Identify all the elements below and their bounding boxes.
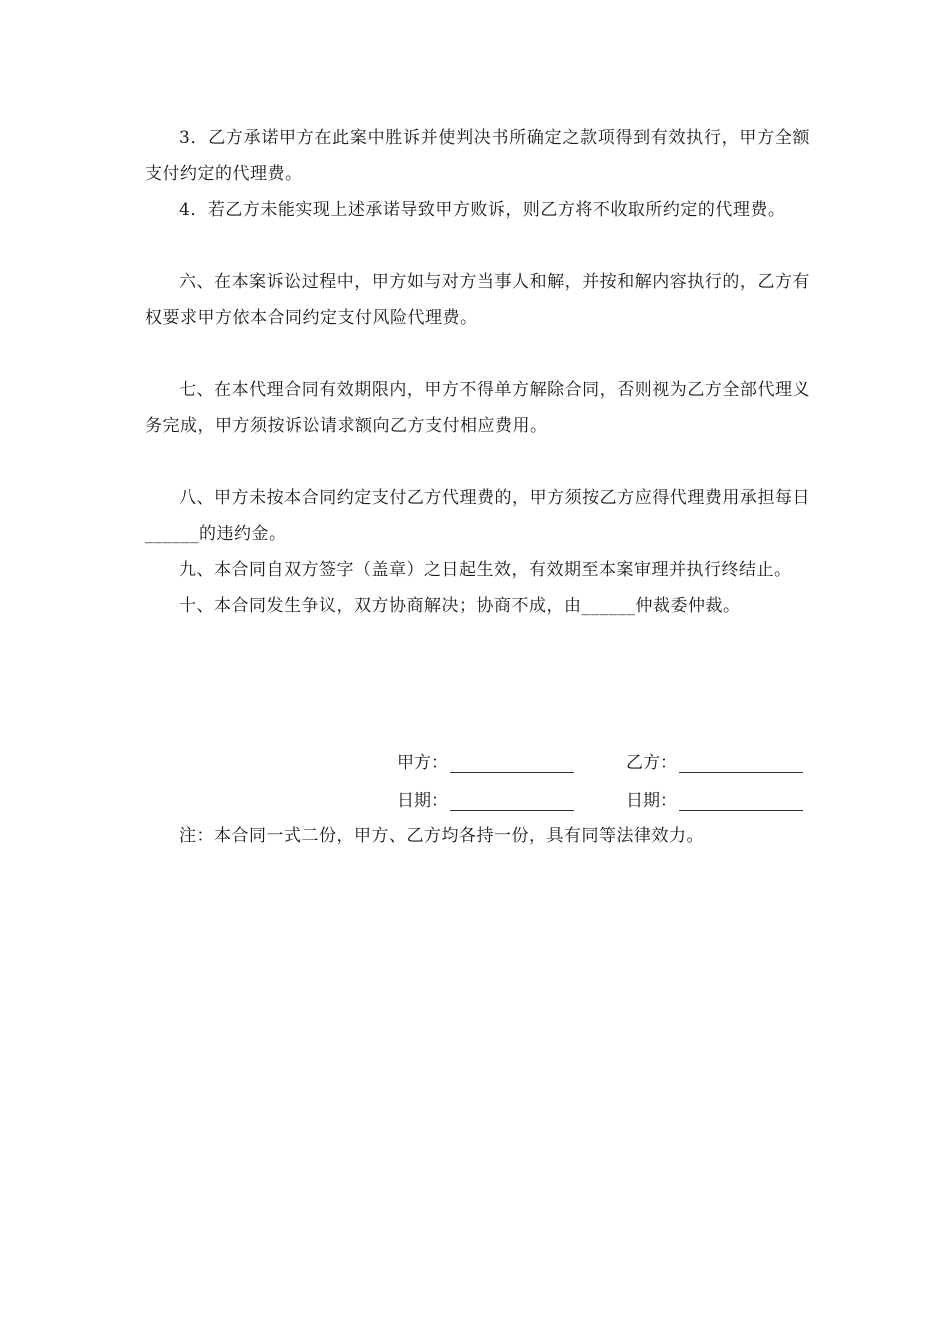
party-b-date-line[interactable] [679, 792, 803, 811]
party-a-signature-line[interactable] [450, 754, 574, 773]
party-a-date [397, 786, 574, 816]
clause-3: 3．乙方承诺甲方在此案中胜诉并使判决书所确定之款项得到有效执行，甲方全额支付约定的代理费。 [145, 128, 810, 184]
party-a-date-line[interactable] [450, 792, 574, 811]
spacer [145, 228, 810, 264]
date-a-label: 日期： [397, 791, 448, 811]
date-row [397, 786, 817, 816]
party-a-signature [397, 748, 574, 778]
party-b-signature [626, 748, 803, 778]
clause-six: 六、在本案诉讼过程中，甲方如与对方当事人和解，并按和解内容执行的，乙方有权要求甲方依本合同约定支付风险代理费。 [145, 272, 810, 328]
clause-eight: 八、甲方未按本合同约定支付乙方代理费的，甲方须按乙方应得代理费用承担每日______的违约金。 [145, 488, 810, 544]
party-a-label: 甲方： [397, 753, 448, 773]
clause-4: 4．若乙方未能实现上述承诺导致甲方败诉，则乙方将不收取所约定的代理费。 [179, 200, 786, 220]
party-b-label: 乙方： [626, 753, 677, 773]
contract-note: 注：本合同一式二份，甲方、乙方均各持一份，具有同等法律效力。 [179, 826, 704, 846]
clause-nine: 九、本合同自双方签字（盖章）之日起生效，有效期至本案审理并执行终结止。 [179, 560, 792, 580]
contract-body [145, 120, 810, 624]
party-b-date [626, 786, 803, 816]
spacer [145, 336, 810, 372]
date-b-label: 日期： [626, 791, 677, 811]
party-b-signature-line[interactable] [679, 754, 803, 773]
clause-ten: 十、本合同发生争议，双方协商解决；协商不成，由______仲裁委仲裁。 [179, 596, 741, 616]
clause-seven: 七、在本代理合同有效期限内，甲方不得单方解除合同，否则视为乙方全部代理义务完成，甲方须按诉讼请求额向乙方支付相应费用。 [145, 380, 810, 436]
signature-row [397, 748, 817, 778]
spacer [145, 444, 810, 480]
